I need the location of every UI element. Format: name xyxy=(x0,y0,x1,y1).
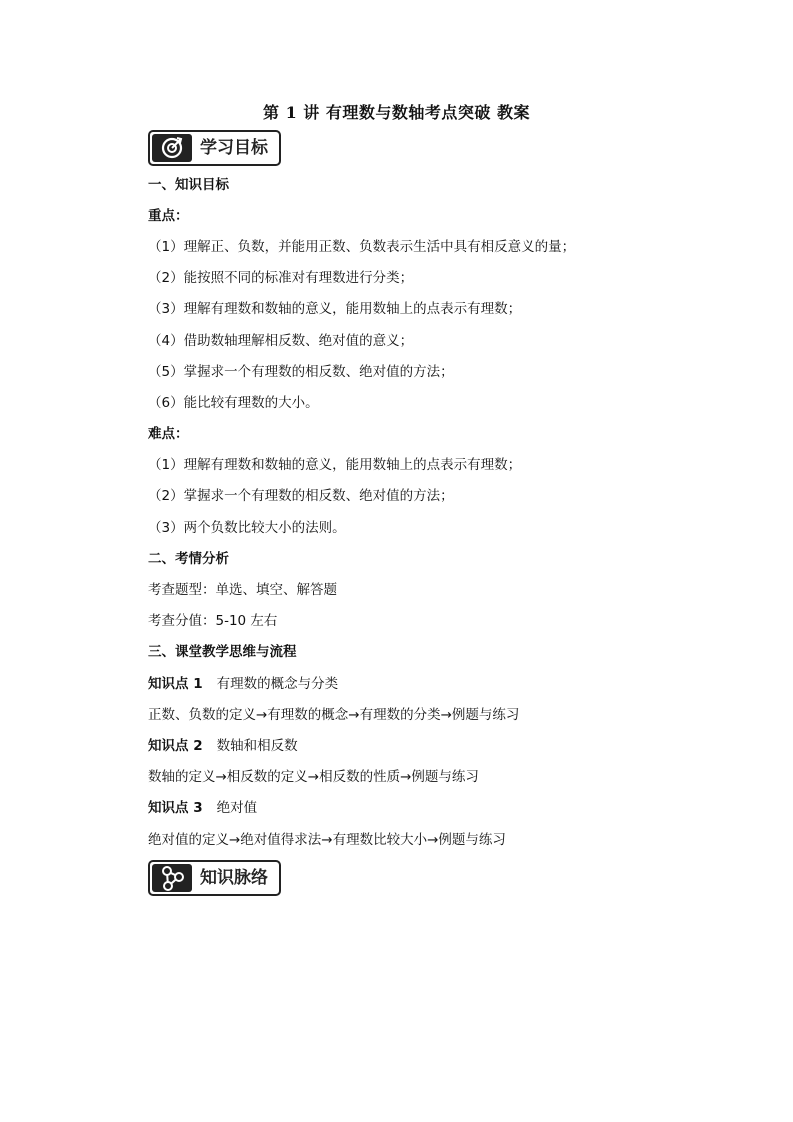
knowledge-point-topic: 有理数的概念与分类 xyxy=(216,676,339,692)
knowledge-point-label: 知识点 3 xyxy=(148,800,203,816)
difficult-points-label: 难点： xyxy=(148,426,189,442)
knowledge-point-label: 知识点 1 xyxy=(148,676,203,692)
badge-label: 学习目标 xyxy=(200,138,268,158)
key-point-2: （2）能按照不同的标准对有理数进行分类； xyxy=(148,270,414,286)
key-point-3: （3）理解有理数和数轴的意义，能用数轴上的点表示有理数； xyxy=(148,301,522,317)
difficult-point-3: （3）两个负数比较大小的法则。 xyxy=(148,520,346,536)
section-heading-exam-analysis: 二、考情分析 xyxy=(148,551,229,567)
key-point-4: （4）借助数轴理解相反数、绝对值的意义； xyxy=(148,333,414,349)
difficult-point-2: （2）掌握求一个有理数的相反数、绝对值的方法； xyxy=(148,488,454,504)
knowledge-point-label: 知识点 2 xyxy=(148,738,203,754)
key-point-5: （5）掌握求一个有理数的相反数、绝对值的方法； xyxy=(148,364,454,380)
knowledge-point-2-flow: 数轴的定义→相反数的定义→相反数的性质→例题与练习 xyxy=(148,769,479,785)
exam-score-range: 考查分值：5-10 左右 xyxy=(148,613,278,629)
badge-learning-goals xyxy=(148,130,281,166)
knowledge-point-1-flow: 正数、负数的定义→有理数的概念→有理数的分类→例题与练习 xyxy=(148,707,520,723)
difficult-point-1: （1）理解有理数和数轴的意义，能用数轴上的点表示有理数； xyxy=(148,457,522,473)
badge-knowledge-network xyxy=(148,860,281,896)
section-heading-teaching-flow: 三、课堂教学思维与流程 xyxy=(148,644,297,660)
exam-question-types: 考查题型：单选、填空、解答题 xyxy=(148,582,337,598)
section-heading-knowledge-goals: 一、知识目标 xyxy=(148,177,229,193)
key-point-1: （1）理解正、负数，并能用正数、负数表示生活中具有相反意义的量； xyxy=(148,239,576,255)
knowledge-point-2 xyxy=(148,736,298,756)
knowledge-point-topic: 数轴和相反数 xyxy=(216,738,298,754)
key-point-6: （6）能比较有理数的大小。 xyxy=(148,395,319,411)
knowledge-point-topic: 绝对值 xyxy=(216,800,258,816)
knowledge-point-3-flow: 绝对值的定义→绝对值得求法→有理数比较大小→例题与练习 xyxy=(148,832,506,848)
page-title: 第 1 讲 有理数与数轴考点突破 教案 xyxy=(263,103,530,122)
knowledge-point-1 xyxy=(148,674,338,694)
badge-label: 知识脉络 xyxy=(200,868,268,888)
knowledge-point-3 xyxy=(148,798,257,818)
key-points-label: 重点： xyxy=(148,208,189,224)
